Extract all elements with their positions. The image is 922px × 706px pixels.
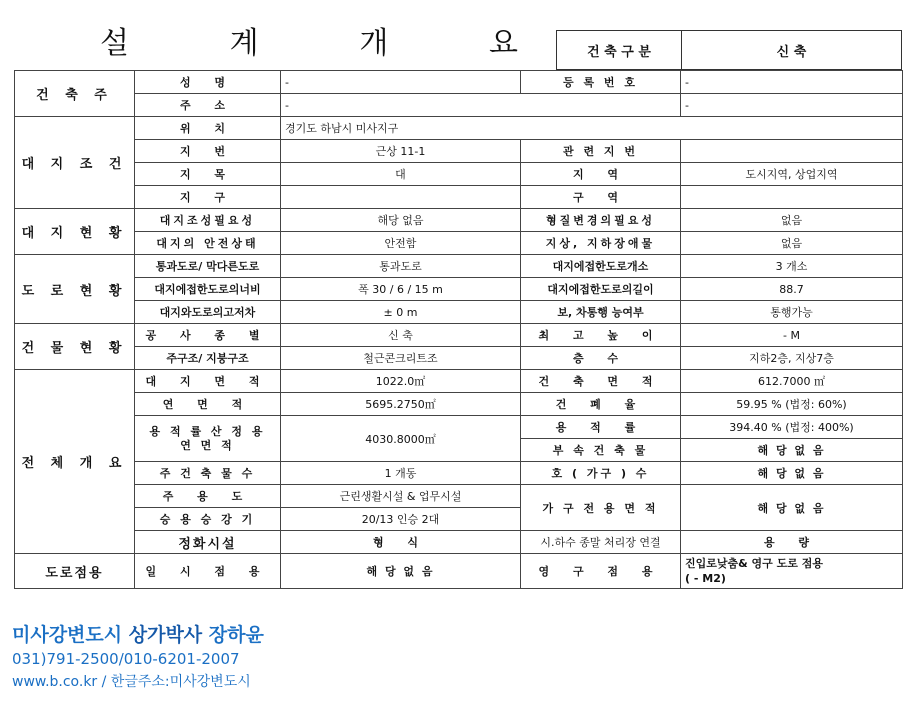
- road-type-value: 통과도로: [281, 255, 521, 278]
- sum-site-label: 대 지 면 적: [135, 370, 281, 393]
- site-loc-value: 경기도 하남시 미사지구: [281, 117, 903, 140]
- category-road: 도 로 현 황: [15, 255, 135, 324]
- site-area-value: 도시지역, 상업지역: [681, 163, 903, 186]
- sum-far-label-2: 연 면 적: [180, 438, 235, 452]
- occ-perm-value-2: ( - M2): [685, 572, 726, 585]
- sum-use-label: 주 용 도: [135, 485, 281, 508]
- footer-name-line: [12, 620, 264, 647]
- table-row: [15, 347, 903, 370]
- sum-lift-value: 20/13 인승 2대: [281, 508, 521, 531]
- bld-max-label: 최 고 높 이: [521, 324, 681, 347]
- road-count-label: 대지에접한도로개소: [521, 255, 681, 278]
- cond-obst-value: 없음: [681, 232, 903, 255]
- title-char: 개: [359, 26, 391, 61]
- owner-name-value: -: [281, 71, 521, 94]
- owner-reg-label: 등 록 번 호: [521, 71, 681, 94]
- site-rel-value: [681, 140, 903, 163]
- sep-type-label: 형 식: [281, 531, 521, 554]
- sum-bcr-value: 59.95 % (법정: 60%): [681, 393, 903, 416]
- sum-house-value: 해 당 없 음: [681, 462, 903, 485]
- cond-need-value: 해당 없음: [281, 209, 521, 232]
- footer-city: 미사강변도시: [12, 624, 129, 646]
- site-lot-label: 지 번: [135, 140, 281, 163]
- table-row: [15, 163, 903, 186]
- table-row: [15, 186, 903, 209]
- title-char: 요: [489, 26, 520, 61]
- site-rel-label: 관 련 지 번: [521, 140, 681, 163]
- site-dist-value: [281, 186, 521, 209]
- table-row: [15, 301, 903, 324]
- occ-tmp-value: 해 당 없 음: [281, 554, 521, 589]
- occ-tmp-label: 일 시 점 용: [135, 554, 281, 589]
- sum-far-label-1: 용 적 률 산 정 용: [149, 424, 266, 438]
- sum-exarea-label: 가 구 전 용 면 적: [521, 485, 681, 531]
- owner-name-label: 성 명: [135, 71, 281, 94]
- title-char: 설: [100, 26, 131, 61]
- site-loc-label: 위 치: [135, 117, 281, 140]
- cond-change-value: 없음: [681, 209, 903, 232]
- bld-struct-value: 철근콘크리트조: [281, 347, 521, 370]
- contact-footer: [12, 620, 264, 691]
- category-site: 대 지 조 건: [15, 117, 135, 209]
- sum-exarea-value: 해 당 없 음: [681, 485, 903, 531]
- site-land-label: 지 목: [135, 163, 281, 186]
- road-width-label: 대지에접한도로의너비: [135, 278, 281, 301]
- road-walk-label: 보, 차통행 능여부: [521, 301, 681, 324]
- category-occupancy: 도로점용: [15, 554, 135, 589]
- table-row: [15, 416, 903, 439]
- owner-addr-value-2: -: [681, 94, 903, 117]
- sum-aux-value: 해 당 없 음: [681, 439, 903, 462]
- site-dist-label: 지 구: [135, 186, 281, 209]
- road-height-value: ± 0 m: [281, 301, 521, 324]
- occ-perm-value: [681, 554, 903, 589]
- road-count-value: 3 개소: [681, 255, 903, 278]
- occ-perm-value-1: 진입로낮춤& 영구 도로 점용: [685, 557, 823, 570]
- footer-web: www.b.co.kr / 한글주소:미사강변도시: [12, 674, 251, 690]
- bld-max-value: - M: [681, 324, 903, 347]
- sum-far-label: [135, 416, 281, 462]
- road-len-label: 대지에접한도로의길이: [521, 278, 681, 301]
- sum-bcr-label: 건 폐 율: [521, 393, 681, 416]
- site-zone-value: [681, 186, 903, 209]
- owner-addr-label: 주 소: [135, 94, 281, 117]
- table-row: [15, 140, 903, 163]
- cond-need-label: 대지조성필요성: [135, 209, 281, 232]
- sum-main-label: 주 건 축 물 수: [135, 462, 281, 485]
- footer-person: 장하윤: [202, 624, 264, 646]
- construction-type-value: 신 축: [682, 31, 902, 70]
- site-land-value: 대: [281, 163, 521, 186]
- table-row: [15, 209, 903, 232]
- title-char: 계: [229, 26, 261, 61]
- overview-table: [14, 70, 903, 589]
- sum-bldarea-label: 건 축 면 적: [521, 370, 681, 393]
- bld-floor-label: 층 수: [521, 347, 681, 370]
- bld-floor-value: 지하2층, 지상7층: [681, 347, 903, 370]
- road-len-value: 88.7: [681, 278, 903, 301]
- category-building: 건 물 현 황: [15, 324, 135, 370]
- bld-kind-value: 신 축: [281, 324, 521, 347]
- bld-struct-label: 주구조/ 지붕구조: [135, 347, 281, 370]
- table-row: [15, 485, 903, 508]
- table-row: [15, 531, 903, 554]
- construction-type-label: 건 축 구 분: [557, 31, 682, 70]
- table-row: [15, 255, 903, 278]
- sum-site-value: 1022.0㎡: [281, 370, 521, 393]
- road-walk-value: 통행가능: [681, 301, 903, 324]
- table-row: [15, 393, 903, 416]
- category-owner: 건 축 주: [15, 71, 135, 117]
- owner-addr-value: -: [281, 94, 681, 117]
- cond-change-label: 형질변경의필요성: [521, 209, 681, 232]
- road-height-label: 대지와도로의고저차: [135, 301, 281, 324]
- sum-total-value: 5695.2750㎡: [281, 393, 521, 416]
- cond-safe-value: 안전함: [281, 232, 521, 255]
- cond-obst-label: 지상, 지하장애물: [521, 232, 681, 255]
- category-septic: 정화시설: [135, 531, 281, 554]
- road-width-value: 폭 30 / 6 / 15 m: [281, 278, 521, 301]
- table-row: [15, 117, 903, 140]
- site-area-label: 지 역: [521, 163, 681, 186]
- cond-safe-label: 대지의 안전상태: [135, 232, 281, 255]
- sum-farr-value: 394.40 % (법정: 400%): [681, 416, 903, 439]
- table-row: [15, 232, 903, 255]
- sum-bldarea-value: 612.7000 ㎡: [681, 370, 903, 393]
- sum-aux-label: 부 속 건 축 물: [521, 439, 681, 462]
- sum-use-value: 근린생활시설 & 업무시설: [281, 485, 521, 508]
- table-row: [15, 94, 903, 117]
- sep-cap-label: 용 량: [681, 531, 903, 554]
- sum-lift-label: 승 용 승 강 기: [135, 508, 281, 531]
- document-title: [100, 20, 520, 60]
- table-row: [15, 278, 903, 301]
- sum-total-label: 연 면 적: [135, 393, 281, 416]
- site-zone-label: 구 역: [521, 186, 681, 209]
- construction-type-table: [556, 30, 902, 70]
- footer-phone: 031)791-2500/010-6201-2007: [12, 650, 240, 668]
- category-summary: 전 체 개 요: [15, 370, 135, 554]
- sum-house-label: 호 ( 가구 ) 수: [521, 462, 681, 485]
- table-row: [15, 370, 903, 393]
- sum-farr-label: 용 적 률: [521, 416, 681, 439]
- bld-kind-label: 공 사 종 별: [135, 324, 281, 347]
- table-row: [15, 554, 903, 589]
- sep-type-value: 시.하수 종말 처리장 연결: [521, 531, 681, 554]
- owner-reg-value: -: [681, 71, 903, 94]
- sum-far-value: 4030.8000㎡: [281, 416, 521, 462]
- footer-brand: 상가박사: [128, 624, 203, 646]
- table-row: [15, 71, 903, 94]
- road-type-label: 통과도로/ 막다른도로: [135, 255, 281, 278]
- table-row: [15, 324, 903, 347]
- occ-perm-label: 영 구 점 용: [521, 554, 681, 589]
- category-condition: 대 지 현 황: [15, 209, 135, 255]
- table-row: [15, 462, 903, 485]
- site-lot-value: 근상 11-1: [281, 140, 521, 163]
- sum-main-value: 1 개동: [281, 462, 521, 485]
